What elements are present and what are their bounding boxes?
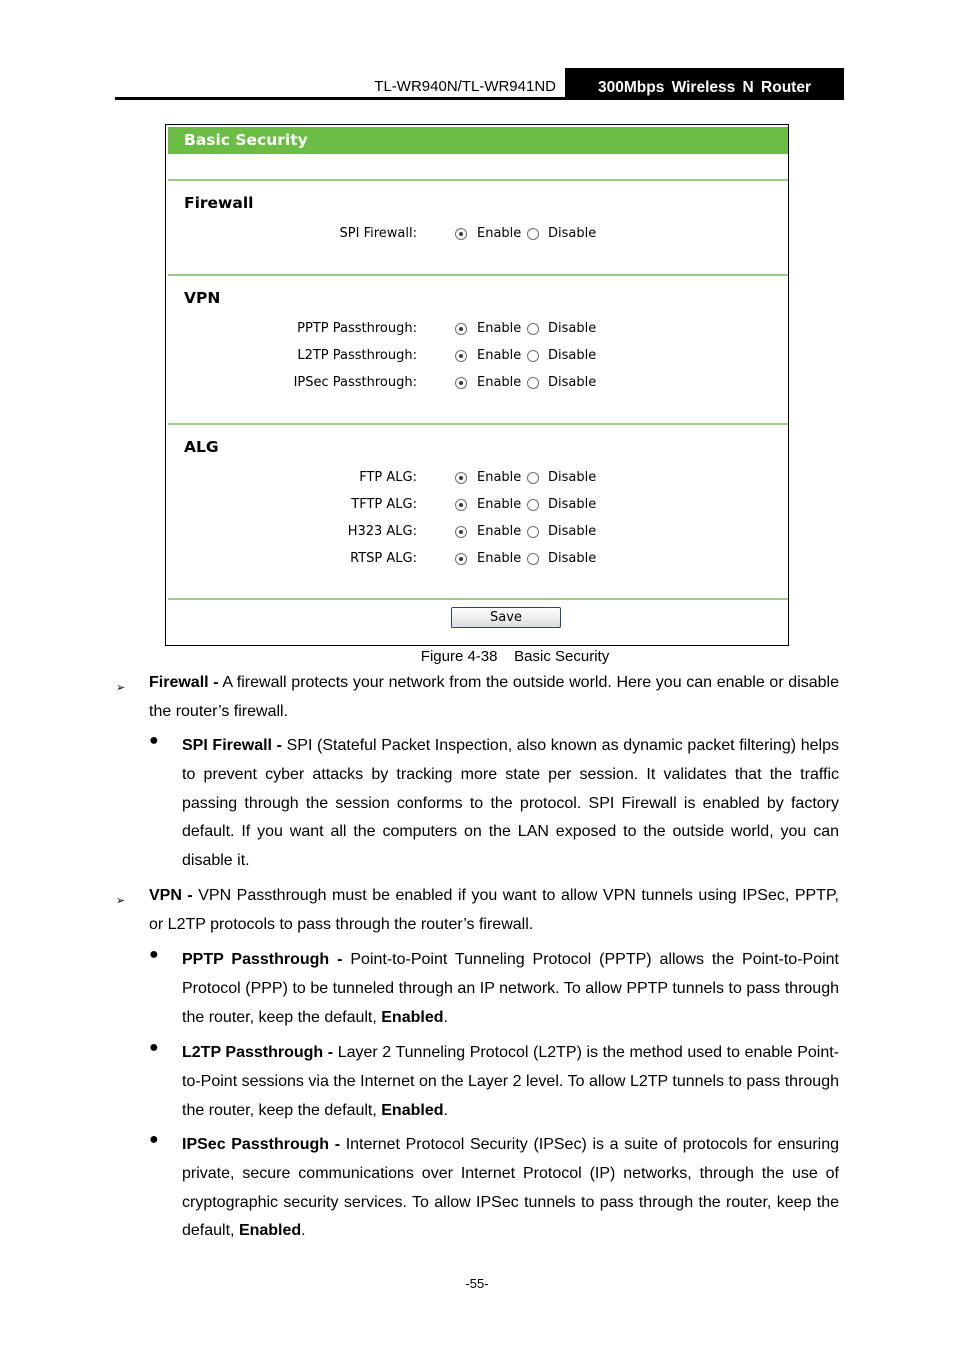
ipsec-description: [182, 1131, 839, 1246]
spi-firewall-description: [182, 732, 839, 876]
pptp-enable-radio[interactable]: [455, 323, 467, 335]
bullet-dot-icon: ●: [149, 946, 159, 963]
h323-alg-row: [166, 523, 786, 543]
vpn-description: [149, 882, 839, 940]
tftp-alg-disable-radio[interactable]: [527, 499, 539, 511]
firewall-description: [149, 669, 839, 727]
save-button[interactable]: Save: [451, 607, 561, 628]
document-model-header: TL-WR940N/TL-WR941ND: [374, 78, 556, 95]
spi-firewall-enable-radio[interactable]: [455, 228, 467, 240]
section-separator: [168, 598, 788, 600]
header-rule: [115, 97, 844, 100]
h323-alg-label: H323 ALG:: [347, 524, 417, 539]
enable-label: Enable: [477, 226, 522, 241]
basic-security-panel: [165, 124, 789, 646]
section-separator: [168, 179, 788, 181]
disable-label: Disable: [548, 321, 597, 336]
enable-label: Enable: [477, 497, 522, 512]
l2tp-passthrough-label: L2TP Passthrough:: [297, 348, 417, 363]
l2tp-disable-radio[interactable]: [527, 350, 539, 362]
ipsec-text: Internet Protocol Security (IPSec) is a suite of protocols for ensuring private, secure communications over Internet Protocol (IP) networks, through the use of cryptographic security services. To allow IPSec tunnels to pass through the router, keep the default,: [182, 1136, 839, 1240]
vpn-term: VPN -: [149, 887, 193, 904]
page-number: -55-: [465, 1276, 489, 1291]
disable-label: Disable: [548, 226, 597, 241]
disable-label: Disable: [548, 497, 597, 512]
ftp-alg-disable-radio[interactable]: [527, 472, 539, 484]
arrow-bullet-icon: ➢: [116, 682, 126, 694]
ipsec-enable-radio[interactable]: [455, 377, 467, 389]
enable-label: Enable: [477, 470, 522, 485]
section-separator: [168, 274, 788, 276]
enable-label: Enable: [477, 551, 522, 566]
spi-term: SPI Firewall -: [182, 737, 282, 754]
ipsec-passthrough-row: [166, 374, 786, 394]
spi-firewall-label: SPI Firewall:: [339, 226, 417, 241]
figure-caption: Figure 4-38 Basic Security: [420, 648, 610, 665]
bullet-dot-icon: ●: [149, 732, 159, 749]
bullet-dot-icon: ●: [149, 1131, 159, 1148]
arrow-bullet-icon: ➢: [116, 895, 126, 907]
enable-label: Enable: [477, 348, 522, 363]
ipsec-passthrough-label: IPSec Passthrough:: [293, 375, 417, 390]
panel-title: Basic Security: [168, 127, 788, 154]
pptp-period: .: [443, 1008, 448, 1026]
disable-label: Disable: [548, 348, 597, 363]
ipsec-default: Enabled: [238, 1222, 302, 1240]
ipsec-term: IPSec Passthrough -: [182, 1136, 341, 1153]
rtsp-alg-disable-radio[interactable]: [527, 553, 539, 565]
pptp-text: Point-to-Point Tunneling Protocol (PPTP) allows the Point-to-Point Protocol (PPP) to be tunneled through an IP network. To allow PPTP tunnels to pass through the router, keep the default,: [182, 951, 839, 1026]
vpn-section-title: VPN: [184, 289, 221, 307]
tftp-alg-enable-radio[interactable]: [455, 499, 467, 511]
tftp-alg-label: TFTP ALG:: [351, 497, 417, 512]
l2tp-default: Enabled: [381, 1101, 444, 1119]
ftp-alg-enable-radio[interactable]: [455, 472, 467, 484]
h323-alg-enable-radio[interactable]: [455, 526, 467, 538]
pptp-term: PPTP Passthrough -: [182, 951, 343, 968]
enable-label: Enable: [477, 375, 522, 390]
document-product-header: 300Mbps Wireless N Router: [565, 68, 844, 99]
firewall-term: Firewall -: [149, 674, 219, 691]
disable-label: Disable: [548, 470, 597, 485]
l2tp-term: L2TP Passthrough -: [182, 1044, 334, 1061]
rtsp-alg-label: RTSP ALG:: [350, 551, 417, 566]
disable-label: Disable: [548, 551, 597, 566]
l2tp-period: .: [443, 1101, 448, 1119]
enable-label: Enable: [477, 524, 522, 539]
section-separator: [168, 423, 788, 425]
ipsec-disable-radio[interactable]: [527, 377, 539, 389]
pptp-disable-radio[interactable]: [527, 323, 539, 335]
rtsp-alg-enable-radio[interactable]: [455, 553, 467, 565]
disable-label: Disable: [548, 524, 597, 539]
tftp-alg-row: [166, 496, 786, 516]
spi-firewall-row: [166, 225, 786, 245]
ftp-alg-label: FTP ALG:: [359, 470, 417, 485]
spi-text: SPI (Stateful Packet Inspection, also known as dynamic packet filtering) helps to prevent cyber attacks by tracking more state per session. It validates that the traffic passing through the session conforms to the protocol. SPI Firewall is enabled by factory default. If you want all the computers on the LAN exposed to the outside world, you can disable it.: [182, 737, 839, 870]
pptp-passthrough-label: PPTP Passthrough:: [297, 321, 417, 336]
l2tp-text: Layer 2 Tunneling Protocol (L2TP) is the method used to enable Point-to-Point sessions via the Internet on the Layer 2 level. To allow L2TP tunnels to pass through the router, keep the default,: [182, 1044, 839, 1119]
l2tp-enable-radio[interactable]: [455, 350, 467, 362]
firewall-text: A firewall protects your network from the outside world. Here you can enable or disable the router’s firewall.: [149, 674, 840, 720]
pptp-passthrough-row: [166, 320, 786, 340]
h323-alg-disable-radio[interactable]: [527, 526, 539, 538]
enable-label: Enable: [477, 321, 522, 336]
bullet-dot-icon: ●: [149, 1039, 159, 1056]
l2tp-passthrough-row: [166, 347, 786, 367]
spi-firewall-disable-radio[interactable]: [527, 228, 539, 240]
rtsp-alg-row: [166, 550, 786, 570]
disable-label: Disable: [548, 375, 597, 390]
ipsec-period: .: [301, 1222, 306, 1240]
ftp-alg-row: [166, 469, 786, 489]
vpn-text: VPN Passthrough must be enabled if you want to allow VPN tunnels using IPSec, PPTP, or L2TP protocols to pass through the router’s firewall.: [149, 887, 840, 933]
l2tp-description: [182, 1039, 839, 1125]
alg-section-title: ALG: [184, 438, 219, 456]
pptp-description: [182, 946, 839, 1032]
firewall-section-title: Firewall: [184, 194, 254, 212]
pptp-default: Enabled: [381, 1008, 444, 1026]
